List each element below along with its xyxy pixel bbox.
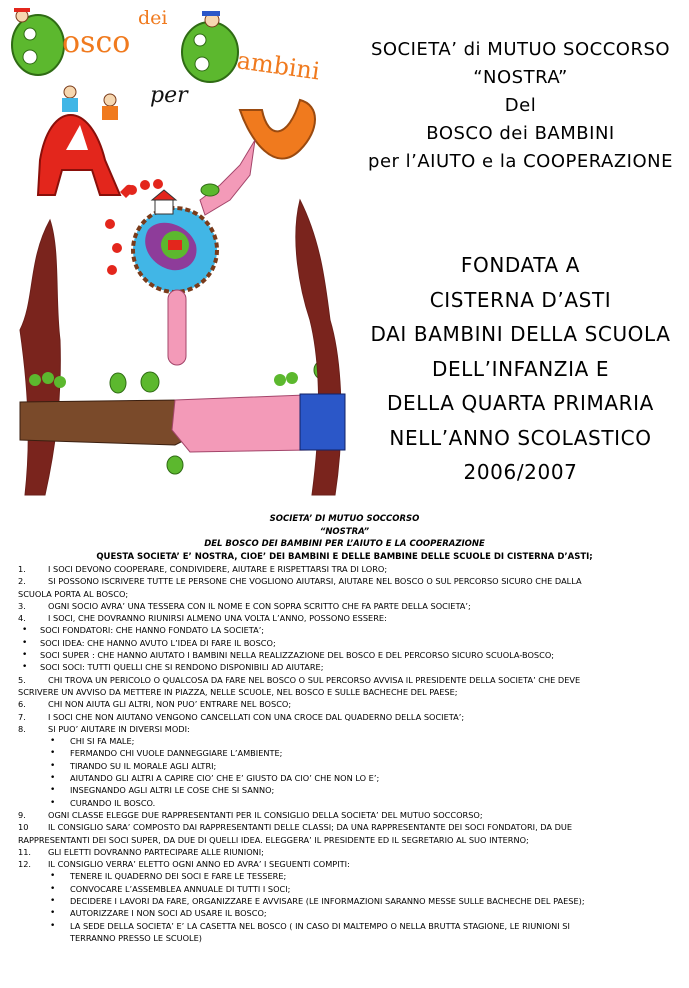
statute-bullet [0,735,689,747]
article-number: 6. [18,699,26,710]
founded-line-5: DELLA QUARTA PRIMARIA [387,391,654,415]
statute-lines [0,563,689,944]
statute-text: IL CONSIGLIO SARA’ COMPOSTO DAI RAPPRESENTANTI DELLE CLASSI; DA UNA RAPPRESENTANTE DEI SOCI FONDATORI, DA DUE [48,822,573,833]
small-trees [29,372,298,388]
statute-text: I SOCI, CHE DOVRANNO RIUNIRSI ALMENO UNA VOLTA L’ANNO, POSSONO ESSERE: [48,613,387,624]
bullet-icon: • [50,748,56,759]
statute-text: FERMANDO CHI VUOLE DANNEGGIARE L’AMBIENTE; [70,748,283,759]
statute-text: AUTORIZZARE I NON SOCI AD USARE IL BOSCO; [70,908,267,919]
statute-article [0,612,689,624]
statute-bullet [0,649,689,661]
green-b-letter [12,15,64,75]
bullet-icon: • [50,785,56,796]
statute-bullet [0,907,689,919]
statute-text: OGNI CLASSE ELEGGE DUE RAPPRESENTANTI PER IL CONSIGLIO DELLA SOCIETA’ DEL MUTUO SOCCORSO; [48,809,483,820]
founded-line-3: DAI BAMBINI DELLA SCUOLA [370,322,671,346]
title-line-3: Del [504,95,537,116]
founded-line-2: CISTERNA D’ASTI [429,287,612,312]
title-block [352,36,689,176]
title-line-5: per l’AIUTO e la COOPERAZIONE [368,151,673,172]
statute-bullet-continuation [0,932,689,944]
article-number: 3. [18,600,26,611]
bullet-icon: • [22,650,28,661]
word-bambini: ambini [235,46,322,86]
word-bosco: osco [62,25,131,60]
title-line-1: SOCIETA’ di MUTUO SOCCORSO [370,39,671,60]
bullet-icon: • [50,736,56,747]
statute-article [0,846,689,858]
statute-article [0,858,689,870]
house-icon [152,190,176,214]
founded-block [352,248,689,490]
statute [0,513,689,944]
statute-bullet [0,772,689,784]
pink-stem [168,290,186,365]
children-drawing [0,0,355,505]
statute-article [0,821,689,833]
article-number: 10 [18,822,29,833]
statute-text: OGNI SOCIO AVRA’ UNA TESSERA CON IL NOME E CON SOPRA SCRITTO CHE FA PARTE DELLA SOCIETA’; [48,600,471,611]
statute-text: I SOCI DEVONO COOPERARE, CONDIVIDERE, AIUTARE E RISPETTARSI TRA DI LORO; [48,564,388,574]
hanging-hand [200,140,255,215]
bullet-icon: • [50,797,56,808]
statute-text: DECIDERE I LAVORI DA FARE, ORGANIZZARE E AVVISARE (LE INFORMAZIONI SARANNO MESSE SULLE BACHECHE DEL PAESE); [70,896,585,907]
article-number: 9. [18,809,26,820]
bullet-icon: • [50,896,56,907]
statute-article [0,575,689,587]
earth-globe [133,208,217,292]
statute-bullet [0,637,689,649]
statute-text: CHI TROVA UN PERICOLO O QUALCOSA DA FARE NEL BOSCO O SUL PERCORSO AVVISA IL PRESIDENTE DELLA SOCIETA’ CHE DEVE [48,674,581,685]
statute-text: TERRANNO PRESSO LE SCUOLE) [70,932,202,943]
statute-text: I SOCI CHE NON AIUTANO VENGONO CANCELLATI CON UNA CROCE DAL QUADERNO DELLA SOCIETA’; [48,711,465,722]
article-number: 5. [18,674,26,685]
statute-text: SOCI IDEA: CHE HANNO AVUTO L’IDEA DI FARE IL BOSCO; [40,637,276,648]
statute-text: SOCI SUPER : CHE HANNO AIUTATO I BAMBINI NELLA REALIZZAZIONE DEL BOSCO E DEL PERCORSO SICURO SCUOLA-BOSCO; [40,650,555,661]
statute-article [0,600,689,612]
bullet-icon: • [22,662,28,673]
statute-bullet [0,895,689,907]
statute-heading-2: “NOSTRA” [319,526,370,537]
article-number: 1. [18,564,26,574]
statute-text: INSEGNANDO AGLI ALTRI LE COSE CHE SI SANNO; [70,785,275,796]
statute-text: CURANDO IL BOSCO. [70,797,156,808]
statute-article [0,674,689,686]
founded-line-7: 2006/2007 [463,460,578,484]
statute-heading-3: DEL BOSCO DEI BAMBINI PER L’AIUTO E LA COOPERAZIONE [204,539,485,549]
statute-text: SOCI FONDATORI: CHE HANNO FONDATO LA SOCIETA’; [40,625,265,636]
founded-line-1: FONDATA A [460,253,581,277]
bambini-title [150,11,322,108]
statute-continuation: RAPPRESENTANTI DEI SOCI SUPER, DA DUE DI QUELLI IDEA. ELEGGERA’ IL PRESIDENTE ED IL SEGRETARIO AL SUO INTERNO; [18,834,529,845]
article-number: 8. [18,723,26,734]
statute-bullet [0,624,689,636]
statute-text: CHI SI FA MALE; [70,736,135,747]
article-number: 11. [18,846,32,857]
statute-text: CONVOCARE L’ASSEMBLEA ANNUALE DI TUTTI I SOCI; [70,883,291,894]
statute-text: TENERE IL QUADERNO DEI SOCI E FARE LE TESSERE; [70,871,287,882]
statute-text: TIRANDO SU IL MORALE AGLI ALTRI; [70,760,217,771]
statute-bullet [0,760,689,772]
bullet-icon: • [50,760,56,771]
statute-intro: QUESTA SOCIETA’ E’ NOSTRA, CIOE’ DEI BAMBINI E DELLE BAMBINE DELLE SCUOLE DI CISTERNA D’ASTI; [96,551,593,562]
article-number: 2. [18,576,26,587]
statute-article [0,809,689,821]
bullet-icon: • [50,908,56,919]
handshake [20,394,345,452]
statute-text: AIUTANDO GLI ALTRI A CAPIRE CIO’ CHE E’ GIUSTO DA CIO’ CHE NON LO E’; [70,773,380,784]
statute-text: SI POSSONO ISCRIVERE TUTTE LE PERSONE CHE VOGLIONO AIUTARSI, AIUTARE NEL BOSCO O SUL PERCORSO SICURO CHE DALLA [48,576,582,587]
statute-bullet [0,661,689,673]
word-dei: dei [138,7,168,29]
bosco-title [12,7,167,75]
bullet-icon: • [50,920,56,931]
statute-bullet [0,784,689,796]
statute-continuation: SCRIVERE UN AVVISO DA METTERE IN PIAZZA, NELLE SCUOLE, NEL BOSCO E SULLE BACHECHE DEL PAESE; [18,686,458,697]
statute-bullet [0,870,689,882]
statute-article [0,563,689,575]
statute-text: GLI ELETTI DOVRANNO PARTECIPARE ALLE RIUNIONI; [48,846,264,857]
statute-article [0,698,689,710]
title-line-4: BOSCO dei BAMBINI [426,123,615,144]
article-number: 12. [18,859,32,870]
statute-article [0,711,689,723]
statute-text: CHI NON AIUTA GLI ALTRI, NON PUO’ ENTRARE NEL BOSCO; [48,699,292,710]
statute-article [0,723,689,735]
statute-text: IL CONSIGLIO VERRA’ ELETTO OGNI ANNO ED AVRA’ I SEGUENTI COMPITI: [48,859,350,870]
statute-text: SI PUO’ AIUTARE IN DIVERSI MODI: [48,723,190,734]
statute-bullet [0,920,689,932]
bullet-icon: • [50,773,56,784]
statute-bullet [0,883,689,895]
green-b-letter-2 [182,22,238,82]
bullet-icon: • [50,883,56,894]
statute-text: LA SEDE DELLA SOCIETA’ E’ LA CASETTA NEL BOSCO ( IN CASO DI MALTEMPO O NELLA BRUTTA STAGIONE, LE RIUNIONI SI [70,920,570,931]
word-per: per [150,83,188,108]
bullet-icon: • [22,637,28,648]
statute-continuation: SCUOLA PORTA AL BOSCO; [18,588,129,599]
founded-line-4: DELL’INFANZIA E [431,356,610,381]
bullet-icon: • [50,871,56,882]
statute-heading-1: SOCIETA’ DI MUTUO SOCCORSO [269,514,420,524]
statute-text: SOCI SOCI: TUTTI QUELLI CHE SI RENDONO DISPONIBILI AD AIUTARE; [40,662,324,673]
founded-line-6: NELL’ANNO SCOLASTICO [389,425,652,450]
article-number: 4. [18,613,26,624]
title-line-2: “NOSTRA” [473,67,568,88]
article-number: 7. [18,711,26,722]
red-letter-a [38,115,120,195]
statute-bullet [0,747,689,759]
bullet-icon: • [22,625,28,636]
statute-bullet [0,797,689,809]
